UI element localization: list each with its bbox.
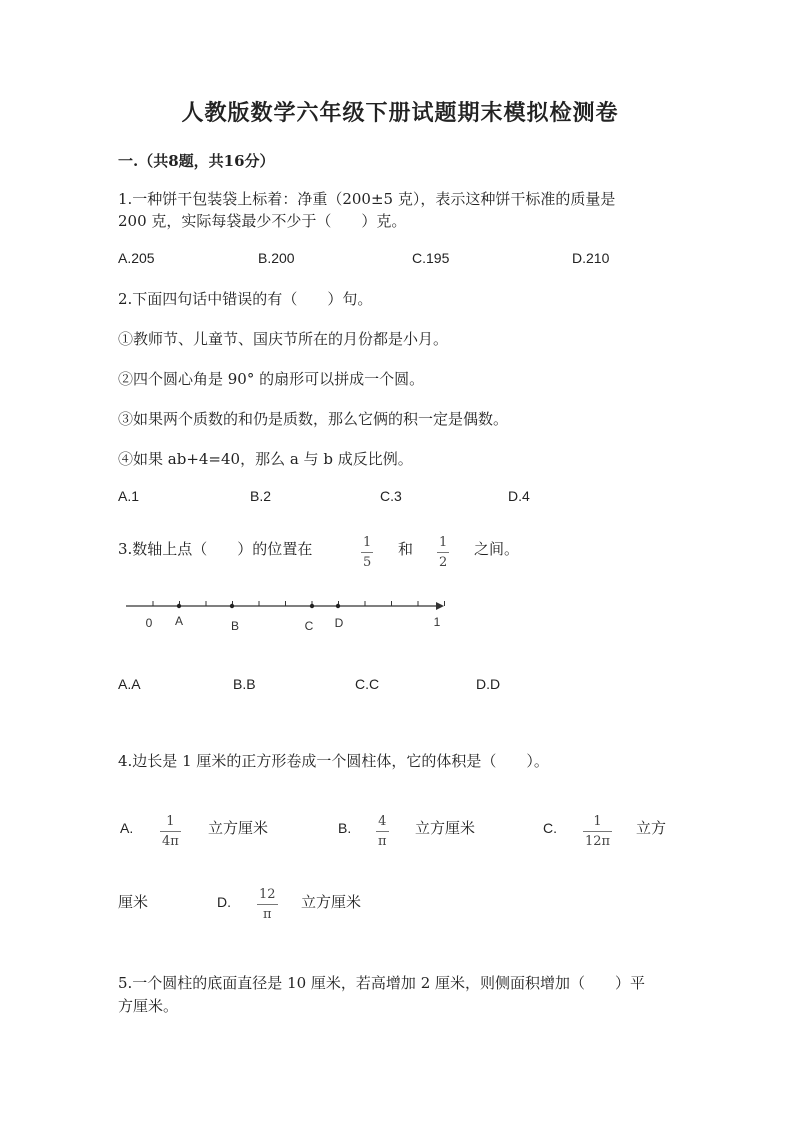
- q4-option-c-letter: C.: [543, 820, 557, 836]
- q4-option-b-unit: 立方厘米: [415, 819, 476, 837]
- fraction-denominator: π: [378, 834, 387, 849]
- q5-stem-line1: 5.一个圆柱的底面直径是 10 厘米，若高增加 2 厘米，则侧面积增加（ ）平: [118, 974, 646, 992]
- q3-option-c: C.C: [355, 676, 380, 692]
- fraction-numerator: 1: [166, 814, 175, 829]
- q2-option-c: C.3: [380, 488, 402, 504]
- q4-stem: 4.边长是 1 厘米的正方形卷成一个圆柱体，它的体积是（ ）。: [118, 752, 549, 770]
- q4-option-a-letter: A.: [120, 820, 134, 836]
- q2-option-d: D.4: [508, 488, 530, 504]
- q3-stem-a: 3.数轴上点（ ）的位置在: [118, 540, 313, 558]
- fraction-bar: [257, 904, 278, 905]
- q4-option-b-letter: B.: [338, 820, 352, 836]
- q2-stem: 2.下面四句话中错误的有（ ）句。: [118, 290, 373, 308]
- q3-option-a: A.A: [118, 676, 141, 692]
- number-line: [120, 596, 450, 636]
- q2-statement-3: ③如果两个质数的和仍是质数，那么它俩的积一定是偶数。: [118, 410, 509, 428]
- fraction-denominator: 4π: [162, 834, 179, 849]
- q4-option-a-fraction: [160, 814, 181, 849]
- fraction-denominator: 2: [439, 555, 448, 570]
- q1-option-a: A.205: [118, 250, 155, 266]
- q2-statement-4: ④如果 ab+4=40，那么 a 与 b 成反比例。: [118, 450, 413, 468]
- q3-fraction-one-fifth: [361, 535, 373, 570]
- q4-option-b-fraction: [376, 814, 389, 849]
- fraction-bar: [160, 831, 181, 832]
- q4-option-c-fraction: [583, 814, 612, 849]
- q3-and: 和: [398, 540, 414, 558]
- number-line-ticks: [153, 601, 445, 606]
- q4-option-c-unit-wrap: 厘米: [118, 893, 149, 911]
- q5-stem-line2: 方厘米。: [118, 997, 179, 1015]
- fraction-bar: [437, 552, 449, 553]
- q3-fraction-one-half: [437, 535, 449, 570]
- q1-option-d: D.210: [572, 250, 610, 266]
- point-a-dot: [177, 604, 181, 608]
- q3-option-b: B.B: [233, 676, 256, 692]
- fraction-bar: [583, 831, 612, 832]
- fraction-numerator: 12: [259, 887, 276, 902]
- q2-option-a: A.1: [118, 488, 140, 504]
- q3-stem-b: 之间。: [474, 540, 520, 558]
- fraction-denominator: 12π: [585, 834, 611, 849]
- fraction-numerator: 4: [378, 814, 387, 829]
- fraction-bar: [376, 831, 389, 832]
- label-d: D: [334, 616, 344, 630]
- point-c-dot: [310, 604, 314, 608]
- number-line-arrow-icon: [436, 602, 444, 610]
- label-c: C: [304, 619, 314, 633]
- fraction-numerator: 1: [593, 814, 602, 829]
- label-one: 1: [433, 615, 441, 629]
- q1-option-c: C.195: [412, 250, 450, 266]
- page-title: 人教版数学六年级下册试题期末模拟检测卷: [181, 100, 619, 126]
- q4-option-a-unit: 立方厘米: [208, 819, 269, 837]
- fraction-numerator: 1: [439, 535, 448, 550]
- point-b-dot: [230, 604, 234, 608]
- q2-option-b: B.2: [250, 488, 272, 504]
- number-line-svg: [120, 596, 450, 636]
- label-b: B: [230, 619, 240, 633]
- q4-option-c-unit: 立方: [636, 819, 667, 837]
- label-zero: 0: [145, 616, 153, 630]
- q3-option-d: D.D: [476, 676, 501, 692]
- q4-option-d-letter: D.: [217, 894, 231, 910]
- label-a: A: [174, 614, 184, 628]
- section-header: 一.（共8题，共16分）: [118, 152, 275, 170]
- q1-stem-line1: 1.一种饼干包装袋上标着：净重（200±5 克），表示这种饼干标准的质量是: [118, 190, 616, 208]
- q2-statement-1: ①教师节、儿童节、国庆节所在的月份都是小月。: [118, 330, 449, 348]
- fraction-bar: [361, 552, 373, 553]
- q1-option-b: B.200: [258, 250, 295, 266]
- fraction-denominator: π: [263, 907, 272, 922]
- q4-option-d-fraction: [257, 887, 278, 922]
- q4-option-d-unit: 立方厘米: [301, 893, 362, 911]
- q2-statement-2: ②四个圆心角是 90° 的扇形可以拼成一个圆。: [118, 370, 425, 388]
- fraction-numerator: 1: [363, 535, 372, 550]
- fraction-denominator: 5: [363, 555, 372, 570]
- point-d-dot: [336, 604, 340, 608]
- q1-stem-line2: 200 克，实际每袋最少不少于（ ）克。: [118, 212, 407, 230]
